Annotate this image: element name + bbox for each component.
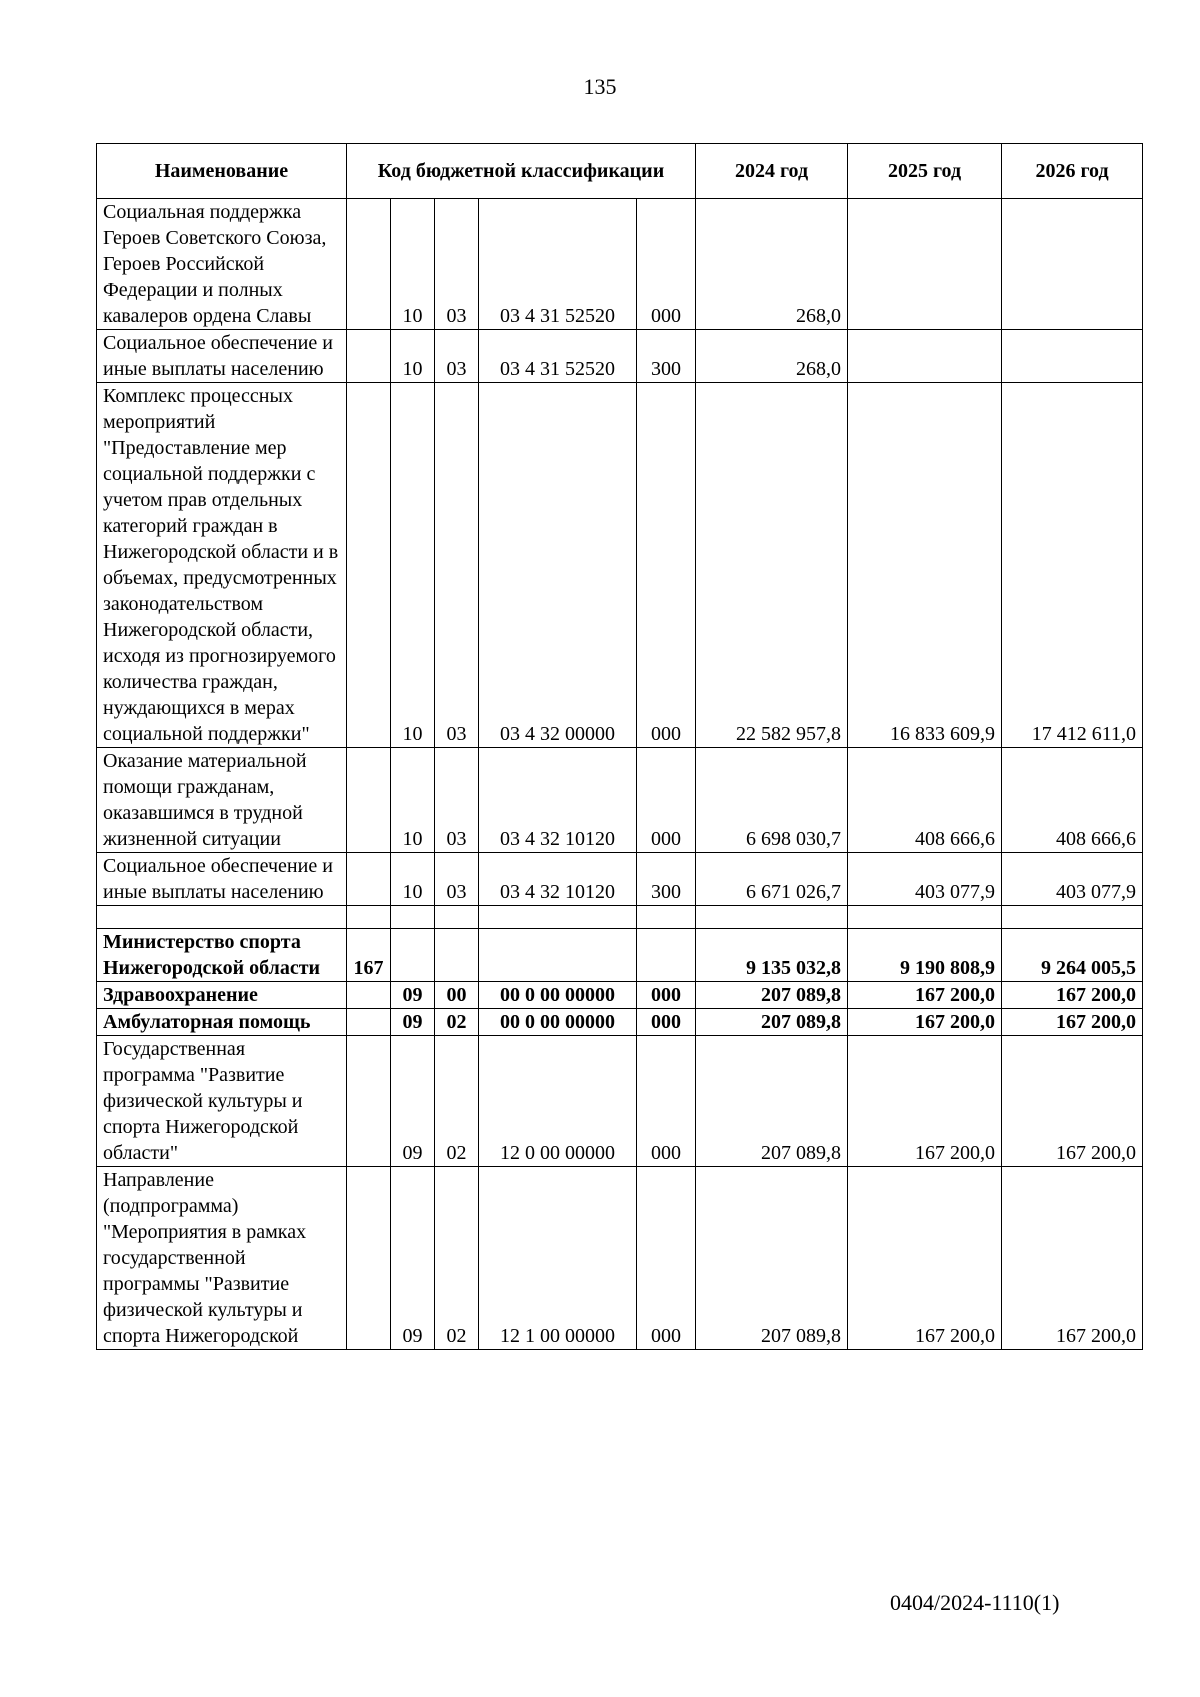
cell-ministry <box>347 1009 391 1036</box>
header-2026: 2026 год <box>1002 144 1143 199</box>
table-row <box>97 1036 1143 1167</box>
cell-2024: 268,0 <box>696 199 848 330</box>
table-row <box>97 982 1143 1009</box>
cell-2026: 167 200,0 <box>1002 1036 1143 1167</box>
cell-expense: 300 <box>637 330 696 383</box>
cell-2025: 403 077,9 <box>848 853 1002 906</box>
cell-2025 <box>848 199 1002 330</box>
cell-subsection: 00 <box>435 982 479 1009</box>
cell-name: Социальная поддержка Героев Советского Союза, Героев Российской Федерации и полных кавалеров ордена Славы <box>97 199 347 330</box>
cell-section: 10 <box>391 853 435 906</box>
cell-ministry <box>347 1167 391 1350</box>
empty-cell <box>696 906 848 929</box>
cell-expense <box>637 929 696 982</box>
cell-2026: 167 200,0 <box>1002 1009 1143 1036</box>
cell-section: 09 <box>391 1009 435 1036</box>
header-name: Наименование <box>97 144 347 199</box>
budget-table <box>96 143 1143 1350</box>
cell-ministry: 167 <box>347 929 391 982</box>
cell-ministry <box>347 853 391 906</box>
cell-2024: 268,0 <box>696 330 848 383</box>
cell-subsection: 03 <box>435 748 479 853</box>
cell-expense: 000 <box>637 199 696 330</box>
header-2024: 2024 год <box>696 144 848 199</box>
cell-2024: 6 698 030,7 <box>696 748 848 853</box>
header-code: Код бюджетной классификации <box>347 144 696 199</box>
cell-2024: 207 089,8 <box>696 982 848 1009</box>
cell-subsection: 02 <box>435 1167 479 1350</box>
table-header-row <box>97 144 1143 199</box>
cell-target: 03 4 32 10120 <box>479 748 637 853</box>
cell-target: 03 4 31 52520 <box>479 330 637 383</box>
cell-2026 <box>1002 199 1143 330</box>
cell-2024: 9 135 032,8 <box>696 929 848 982</box>
cell-expense: 300 <box>637 853 696 906</box>
cell-target: 03 4 31 52520 <box>479 199 637 330</box>
empty-cell <box>848 906 1002 929</box>
table-row <box>97 383 1143 748</box>
cell-2026: 408 666,6 <box>1002 748 1143 853</box>
empty-cell <box>479 906 637 929</box>
cell-section <box>391 929 435 982</box>
cell-2025: 16 833 609,9 <box>848 383 1002 748</box>
cell-expense: 000 <box>637 748 696 853</box>
cell-2026: 9 264 005,5 <box>1002 929 1143 982</box>
cell-expense: 000 <box>637 982 696 1009</box>
cell-name: Оказание материальной помощи гражданам, оказавшимся в трудной жизненной ситуации <box>97 748 347 853</box>
cell-2024: 207 089,8 <box>696 1009 848 1036</box>
empty-cell <box>1002 906 1143 929</box>
header-2025: 2025 год <box>848 144 1002 199</box>
empty-cell <box>347 906 391 929</box>
cell-ministry <box>347 199 391 330</box>
cell-section: 09 <box>391 1036 435 1167</box>
cell-name: Социальное обеспечение и иные выплаты населению <box>97 330 347 383</box>
empty-cell <box>435 906 479 929</box>
cell-name: Направление (подпрограмма) "Мероприятия в рамках государственной программы "Развитие физической культуры и спорта Нижегородской <box>97 1167 347 1350</box>
cell-target: 12 1 00 00000 <box>479 1167 637 1350</box>
table-row <box>97 330 1143 383</box>
cell-subsection: 02 <box>435 1036 479 1167</box>
cell-target: 12 0 00 00000 <box>479 1036 637 1167</box>
cell-expense: 000 <box>637 1167 696 1350</box>
empty-cell <box>97 906 347 929</box>
table-row <box>97 748 1143 853</box>
table-row <box>97 199 1143 330</box>
cell-subsection: 03 <box>435 383 479 748</box>
table-body <box>97 199 1143 1350</box>
cell-subsection: 03 <box>435 330 479 383</box>
cell-2026: 167 200,0 <box>1002 1167 1143 1350</box>
cell-expense: 000 <box>637 383 696 748</box>
table-row <box>97 853 1143 906</box>
cell-section: 10 <box>391 383 435 748</box>
cell-2025: 167 200,0 <box>848 1167 1002 1350</box>
cell-2025: 167 200,0 <box>848 1009 1002 1036</box>
cell-ministry <box>347 1036 391 1167</box>
cell-name: Министерство спорта Нижегородской области <box>97 929 347 982</box>
cell-target <box>479 929 637 982</box>
cell-expense: 000 <box>637 1009 696 1036</box>
cell-expense: 000 <box>637 1036 696 1167</box>
table-row <box>97 1167 1143 1350</box>
cell-subsection: 03 <box>435 199 479 330</box>
cell-name: Амбулаторная помощь <box>97 1009 347 1036</box>
cell-target: 03 4 32 00000 <box>479 383 637 748</box>
cell-section: 10 <box>391 199 435 330</box>
cell-subsection: 03 <box>435 853 479 906</box>
cell-section: 09 <box>391 982 435 1009</box>
spacer-row <box>97 906 1143 929</box>
cell-target: 00 0 00 00000 <box>479 1009 637 1036</box>
cell-2025: 167 200,0 <box>848 1036 1002 1167</box>
cell-section: 10 <box>391 330 435 383</box>
cell-2025: 9 190 808,9 <box>848 929 1002 982</box>
cell-2024: 22 582 957,8 <box>696 383 848 748</box>
cell-subsection: 02 <box>435 1009 479 1036</box>
cell-target: 03 4 32 10120 <box>479 853 637 906</box>
table-row <box>97 1009 1143 1036</box>
cell-ministry <box>347 748 391 853</box>
cell-2024: 6 671 026,7 <box>696 853 848 906</box>
cell-ministry <box>347 982 391 1009</box>
document-code: 0404/2024-1110(1) <box>890 1590 1060 1615</box>
cell-name: Социальное обеспечение и иные выплаты населению <box>97 853 347 906</box>
empty-cell <box>637 906 696 929</box>
cell-2026: 167 200,0 <box>1002 982 1143 1009</box>
cell-2025: 408 666,6 <box>848 748 1002 853</box>
cell-2025 <box>848 330 1002 383</box>
cell-subsection <box>435 929 479 982</box>
cell-name: Комплекс процессных мероприятий "Предоставление мер социальной поддержки с учетом прав отдельных категорий граждан в Нижегородской области и в объемах, предусмотренных законодательством Нижегородской области, исходя из прогнозируемого количества граждан, нуждающихся в мерах социальной поддержки" <box>97 383 347 748</box>
cell-section: 09 <box>391 1167 435 1350</box>
table-row <box>97 929 1143 982</box>
cell-target: 00 0 00 00000 <box>479 982 637 1009</box>
cell-2024: 207 089,8 <box>696 1036 848 1167</box>
cell-ministry <box>347 383 391 748</box>
cell-2026: 403 077,9 <box>1002 853 1143 906</box>
page-number: 135 <box>583 74 617 99</box>
cell-ministry <box>347 330 391 383</box>
cell-section: 10 <box>391 748 435 853</box>
cell-2024: 207 089,8 <box>696 1167 848 1350</box>
cell-name: Государственная программа "Развитие физической культуры и спорта Нижегородской области" <box>97 1036 347 1167</box>
cell-2025: 167 200,0 <box>848 982 1002 1009</box>
empty-cell <box>391 906 435 929</box>
cell-2026 <box>1002 330 1143 383</box>
cell-name: Здравоохранение <box>97 982 347 1009</box>
cell-2026: 17 412 611,0 <box>1002 383 1143 748</box>
